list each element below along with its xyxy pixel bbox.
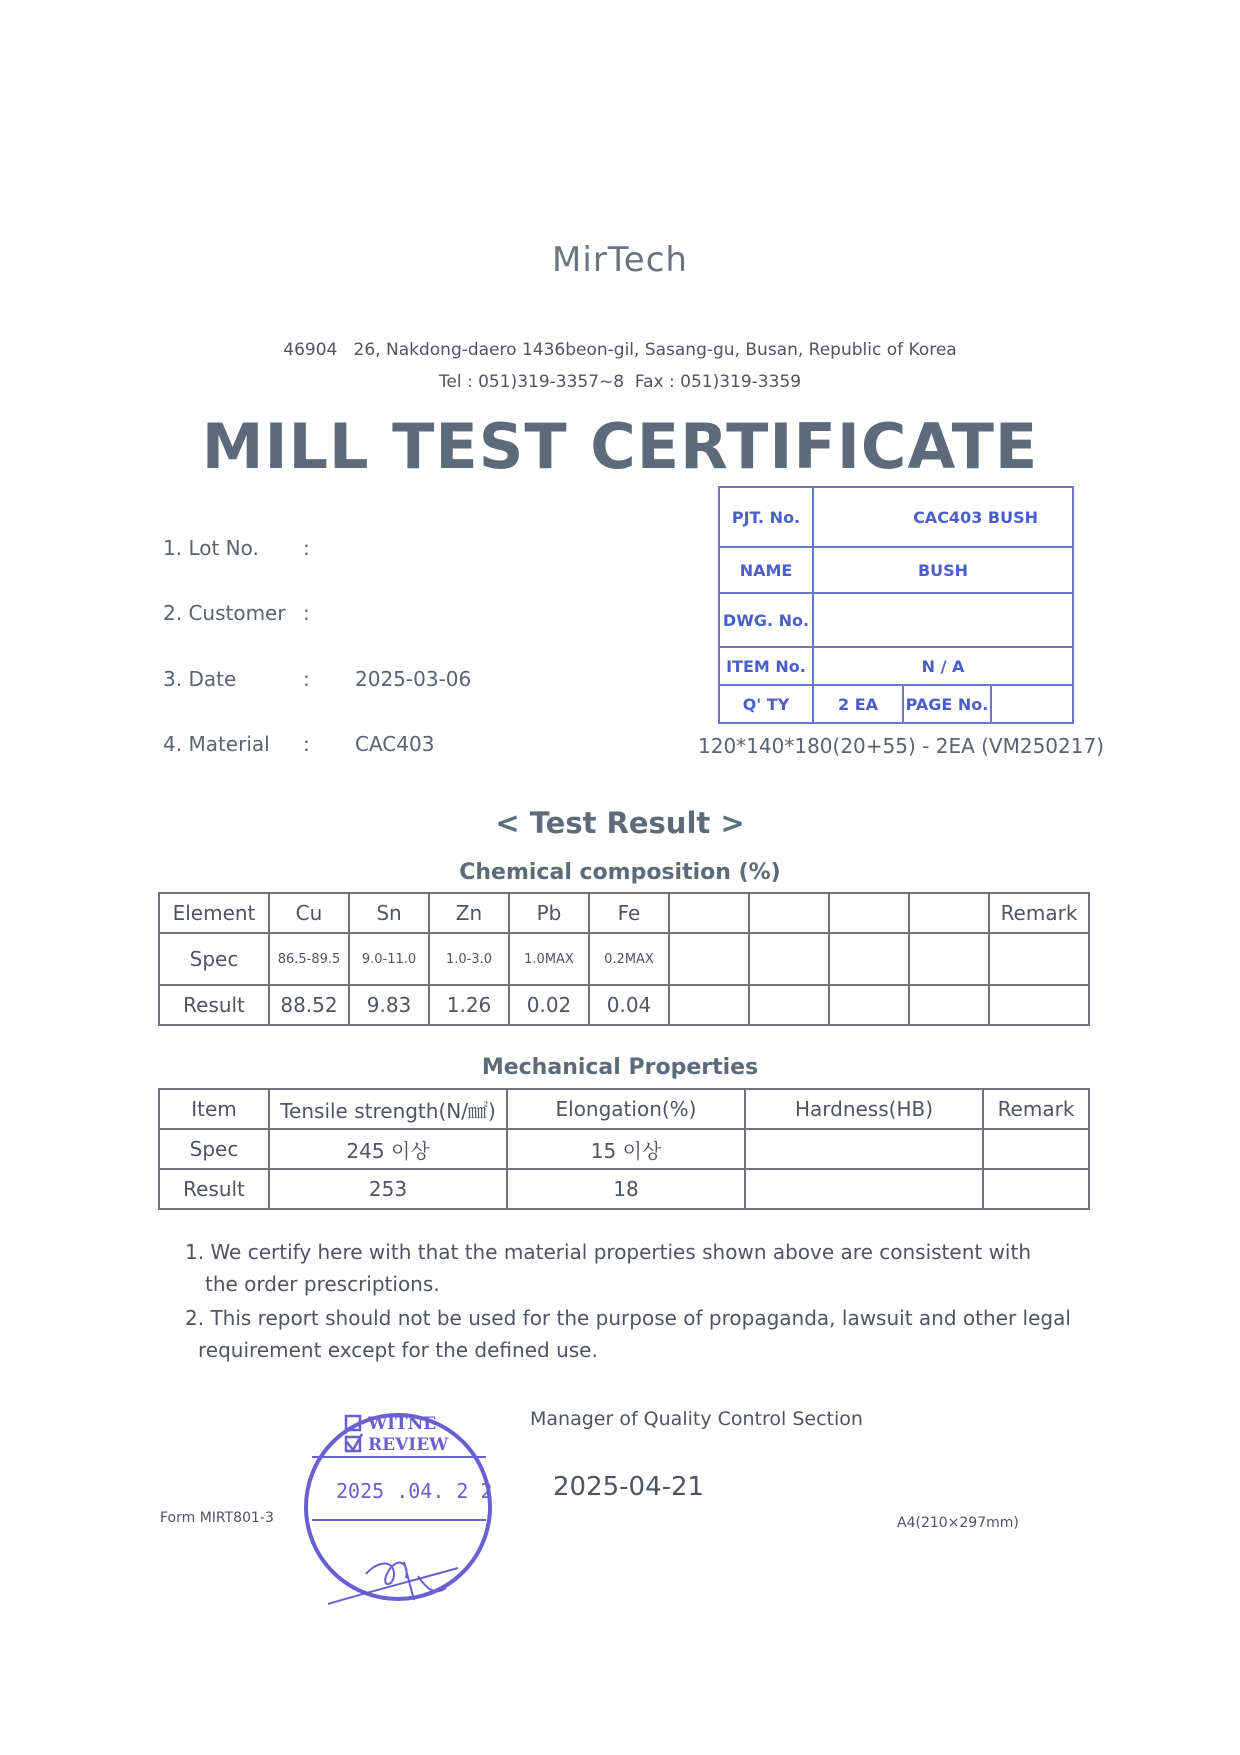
qty-value: 2 EA (813, 685, 903, 723)
certification-line-3: 2. This report should not be used for the purpose of propaganda, lawsuit and other legal (185, 1306, 1071, 1330)
mech-header-cell: Item (159, 1089, 269, 1129)
manager-date: 2025-04-21 (553, 1472, 705, 1502)
chem-result-row (159, 985, 1089, 1025)
date-colon: : (303, 667, 310, 691)
material-label: 4. Material (163, 732, 270, 756)
certification-line-2: the order prescriptions. (205, 1272, 440, 1296)
company-name: MirTech (552, 240, 688, 280)
item-value: N / A (813, 647, 1073, 685)
mech-header-cell: Elongation(%) (507, 1089, 745, 1129)
stamp-date-text: 2025 .04. 2 2 (336, 1479, 493, 1503)
chem-spec-cell: 1.0MAX (509, 933, 589, 985)
customer-label: 2. Customer (163, 601, 286, 625)
qty-label: Q' TY (719, 685, 813, 723)
company-address: 46904 26, Nakdong-daero 1436beon-gil, Sasang-gu, Busan, Republic of Korea (283, 340, 957, 360)
mech-header-row (159, 1089, 1089, 1129)
page-label: PAGE No. (903, 685, 991, 723)
chem-spec-cell: 1.0-3.0 (429, 933, 509, 985)
certification-line-4: requirement except for the defined use. (198, 1338, 598, 1362)
chem-spec-row (159, 933, 1089, 985)
chem-header-row (159, 893, 1089, 933)
mech-spec-cell: 245 이상 (269, 1129, 507, 1169)
chem-header-cell: Remark (989, 893, 1089, 933)
form-number: Form MIRT801-3 (160, 1510, 274, 1526)
mech-spec-cell (745, 1129, 983, 1169)
paper-size: A4(210×297mm) (897, 1515, 1019, 1531)
date-value: 2025-03-06 (355, 667, 472, 691)
mech-result-cell: 253 (269, 1169, 507, 1209)
name-label: NAME (719, 547, 813, 593)
manager-title: Manager of Quality Control Section (530, 1408, 863, 1430)
mechanical-heading: Mechanical Properties (481, 1055, 759, 1080)
chem-result-cell (829, 985, 909, 1025)
mechanical-properties-table (158, 1088, 1090, 1210)
lot-label: 1. Lot No. (163, 536, 259, 560)
chem-result-cell (909, 985, 989, 1025)
lot-colon: : (303, 536, 310, 560)
chem-spec-cell (829, 933, 909, 985)
chem-result-cell (669, 985, 749, 1025)
chem-header-cell: Zn (429, 893, 509, 933)
chem-spec-cell (909, 933, 989, 985)
page-value (991, 685, 1073, 723)
chem-result-cell (749, 985, 829, 1025)
document-title: MILL TEST CERTIFICATE (201, 410, 1039, 483)
material-dimension-note: 120*140*180(20+55) - 2EA (VM250217) (698, 734, 1105, 758)
mech-spec-cell: Spec (159, 1129, 269, 1169)
mech-result-cell: 18 (507, 1169, 745, 1209)
mech-spec-row (159, 1129, 1089, 1169)
company-contact: Tel : 051)319-3357~8 Fax : 051)319-3359 (438, 372, 802, 392)
chem-result-cell: 0.02 (509, 985, 589, 1025)
info-date (163, 667, 471, 691)
pjt-value: CAC403 BUSH (813, 487, 1073, 547)
mech-header-cell: Tensile strength(N/㎟) (269, 1089, 507, 1129)
chem-spec-cell (669, 933, 749, 985)
chem-result-cell: 9.83 (349, 985, 429, 1025)
chem-result-cell: Result (159, 985, 269, 1025)
pjt-label: PJT. No. (719, 487, 813, 547)
date-label: 3. Date (163, 667, 237, 691)
mech-result-cell (745, 1169, 983, 1209)
chem-result-cell: 0.04 (589, 985, 669, 1025)
chem-spec-cell: 0.2MAX (589, 933, 669, 985)
stamp-review-text: REVIEW (368, 1435, 449, 1455)
chem-header-cell: Element (159, 893, 269, 933)
mech-result-row (159, 1169, 1089, 1209)
info-material (163, 732, 434, 756)
project-info-table (718, 486, 1074, 724)
chem-spec-cell (749, 933, 829, 985)
chem-header-cell: Pb (509, 893, 589, 933)
chem-spec-cell: 86.5-89.5 (269, 933, 349, 985)
certification-line-1: 1. We certify here with that the material properties shown above are consistent with (185, 1240, 1031, 1264)
mech-header-cell: Hardness(HB) (745, 1089, 983, 1129)
mech-result-cell (983, 1169, 1089, 1209)
stamp-witness-text: WITNE (368, 1414, 437, 1434)
dwg-value (813, 593, 1073, 647)
mech-spec-cell: 15 이상 (507, 1129, 745, 1169)
info-customer (163, 601, 358, 625)
chem-spec-cell: Spec (159, 933, 269, 985)
chemical-heading: Chemical composition (%) (459, 860, 781, 885)
chem-spec-cell (989, 933, 1089, 985)
chem-header-cell (749, 893, 829, 933)
chem-header-cell: Sn (349, 893, 429, 933)
chem-header-cell (829, 893, 909, 933)
name-value: BUSH (813, 547, 1073, 593)
chemical-composition-table (158, 892, 1090, 1026)
test-result-heading: < Test Result > (495, 806, 745, 840)
mech-result-cell: Result (159, 1169, 269, 1209)
material-colon: : (303, 732, 310, 756)
item-label: ITEM No. (719, 647, 813, 685)
mech-spec-cell (983, 1129, 1089, 1169)
mech-header-cell: Remark (983, 1089, 1089, 1129)
info-lot (163, 536, 358, 560)
customer-colon: : (303, 601, 310, 625)
inspection-stamp (298, 1392, 498, 1632)
material-value: CAC403 (355, 732, 435, 756)
chem-spec-cell: 9.0-11.0 (349, 933, 429, 985)
chem-header-cell: Cu (269, 893, 349, 933)
chem-result-cell: 88.52 (269, 985, 349, 1025)
chem-header-cell: Fe (589, 893, 669, 933)
chem-header-cell (909, 893, 989, 933)
chem-result-cell (989, 985, 1089, 1025)
dwg-label: DWG. No. (719, 593, 813, 647)
chem-header-cell (669, 893, 749, 933)
chem-result-cell: 1.26 (429, 985, 509, 1025)
